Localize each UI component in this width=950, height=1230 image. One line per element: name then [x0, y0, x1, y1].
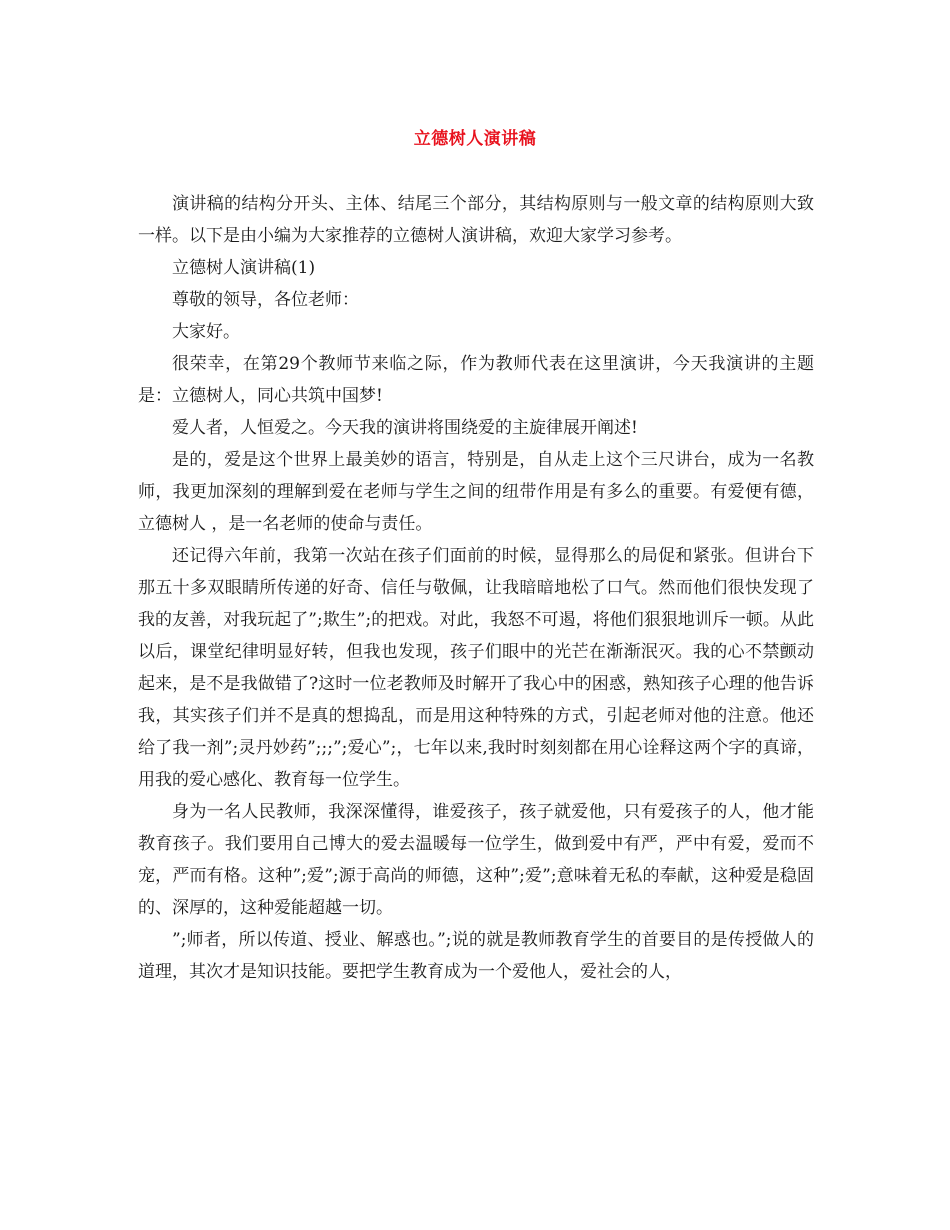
paragraph-theme: 很荣幸，在第29个教师节来临之际，作为教师代表在这里演讲，今天我演讲的主题是：立德树人，同心共筑中国梦!	[138, 354, 814, 406]
paragraph-subtitle: 立德树人演讲稿(1)	[172, 258, 316, 278]
paragraph-teacher-role: 是的，爱是这个世界上最美妙的语言，特别是，自从走上这个三尺讲台，成为一名教师，我更加深刻的理解到爱在老师与学生之间的纽带作用是有多么的重要。有爱便有德，立德树人 ，是一名老师的使命与责任。	[138, 450, 814, 534]
document-body	[138, 188, 814, 988]
paragraph-salutation: 尊敬的领导，各位老师：	[172, 290, 359, 310]
paragraph-intro: 演讲稿的结构分开头、主体、结尾三个部分，其结构原则与一般文章的结构原则大致一样。以下是由小编为大家推荐的立德树人演讲稿，欢迎大家学习参考。	[138, 194, 814, 246]
document-title: 立德树人演讲稿	[413, 129, 537, 149]
paragraph-memory: 还记得六年前，我第一次站在孩子们面前的时候，显得那么的局促和紧张。但讲台下那五十多双眼睛所传递的好奇、信任与敬佩，让我暗暗地松了口气。然而他们很快发现了我的友善，对我玩起了”;欺生”;的把戏。对此，我怒不可遏，将他们狠狠地训斥一顿。从此以后，课堂纪律明显好转，但我也发现，孩子们眼中的光芒在渐渐泯灭。我的心不禁颤动起来，是不是我做错了?这时一位老教师及时解开了我心中的困惑，熟知孩子心理的他告诉我，其实孩子们并不是真的想捣乱，而是用这种特殊的方式，引起老师对他的注意。他还给了我一剂”;灵丹妙药”;;;”;爱心”;，七年以来,我时时刻刻都在用心诠释这两个字的真谛，用我的爱心感化、教育每一位学生。	[138, 546, 814, 790]
paragraph-teacher-duty: ”;师者，所以传道、授业、解惑也。”;说的就是教师教育学生的首要目的是传授做人的道理，其次才是知识技能。要把学生教育成为一个爱他人，爱社会的人，	[138, 930, 814, 982]
paragraph-greeting: 大家好。	[172, 322, 240, 342]
paragraph-love: 爱人者，人恒爱之。今天我的演讲将围绕爱的主旋律展开阐述!	[172, 418, 638, 438]
paragraph-people-teacher: 身为一名人民教师，我深深懂得，谁爱孩子，孩子就爱他，只有爱孩子的人，他才能教育孩子。我们要用自己博大的爱去温暖每一位学生，做到爱中有严，严中有爱，爱而不宠，严而有格。这种”;爱”;源于高尚的师德，这种”;爱”;意味着无私的奉献，这种爱是稳固的、深厚的，这种爱能超越一切。	[138, 802, 814, 918]
